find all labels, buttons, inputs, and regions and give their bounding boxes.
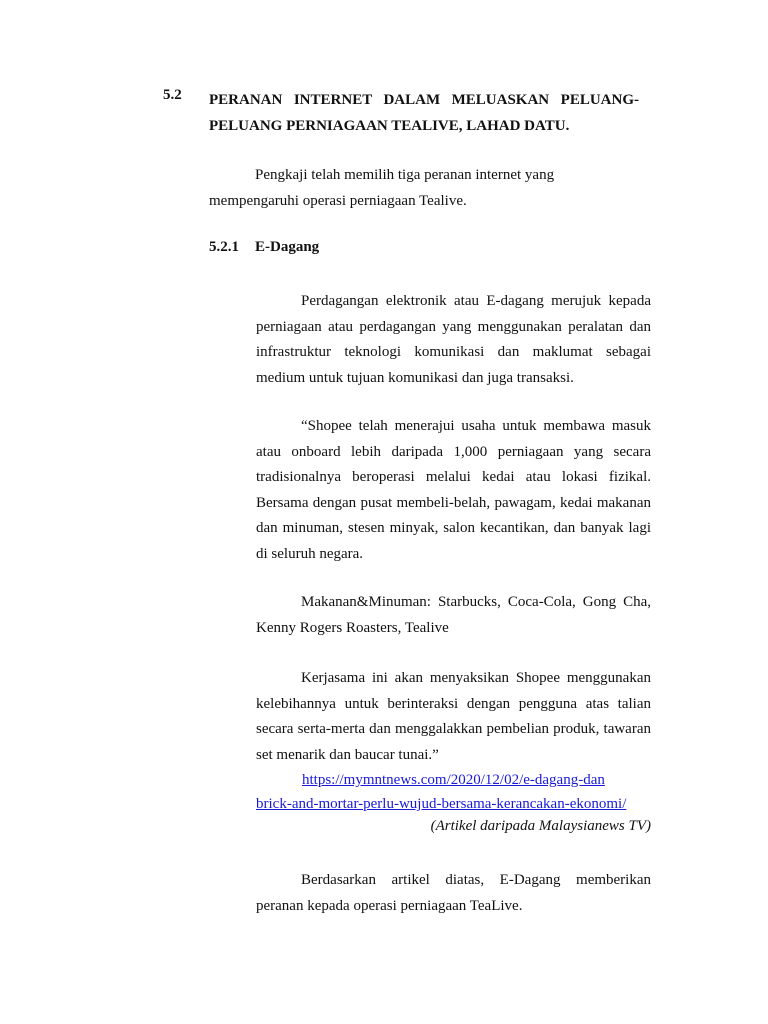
- section-intro: Pengkaji telah memilih tiga peranan internet yang mempengaruhi operasi perniagaan Tealive.: [209, 167, 555, 209]
- source-link-part-1[interactable]: https://mymntnews.com/2020/12/02/e-dagang-dan: [302, 772, 605, 788]
- subsection-number: 5.2.1: [209, 239, 239, 255]
- source-note: (Artikel daripada Malaysianews TV): [430, 818, 651, 834]
- source-link-part-2[interactable]: brick-and-mortar-perlu-wujud-bersama-kerancakan-ekonomi/: [256, 796, 627, 812]
- section-number: 5.2: [163, 87, 182, 103]
- subsection-title: E-Dagang: [255, 239, 320, 255]
- paragraph-definition: Perdagangan elektronik atau E-dagang merujuk kepada perniagaan atau perdagangan yang menggunakan peralatan dan infrastruktur teknologi komunikasi dan maklumat sebagai medium untuk tujuan komunikasi dan juga transaksi.: [256, 293, 651, 386]
- paragraph-quote-end: Kerjasama ini akan menyaksikan Shopee menggunakan kelebihannya untuk berinteraksi dengan pengguna atas talian secara serta-merta dan menggalakkan pembelian produk, tawaran set menarik dan baucar tunai.”: [256, 670, 651, 763]
- paragraph-quote: “Shopee telah menerajui usaha untuk membawa masuk atau onboard lebih daripada 1,000 perniagaan yang secara tradisionalnya beroperasi melalui kedai atau lokasi fizikal. Bersama dengan pusat membeli-belah, pawagam, kedai makanan dan minuman, stesen minyak, salon kecantikan, dan banyak lagi di seluruh negara.: [256, 418, 651, 562]
- section-title: PERANAN INTERNET DALAM MELUASKAN PELUANG-PELUANG PERNIAGAAN TEALIVE, LAHAD DATU.: [209, 92, 639, 134]
- paragraph-brands: Makanan&Minuman: Starbucks, Coca-Cola, Gong Cha, Kenny Rogers Roasters, Tealive: [256, 594, 651, 636]
- source-link-block: [256, 768, 651, 816]
- paragraph-conclusion: Berdasarkan artikel diatas, E-Dagang memberikan peranan kepada operasi perniagaan TeaLive.: [256, 872, 651, 914]
